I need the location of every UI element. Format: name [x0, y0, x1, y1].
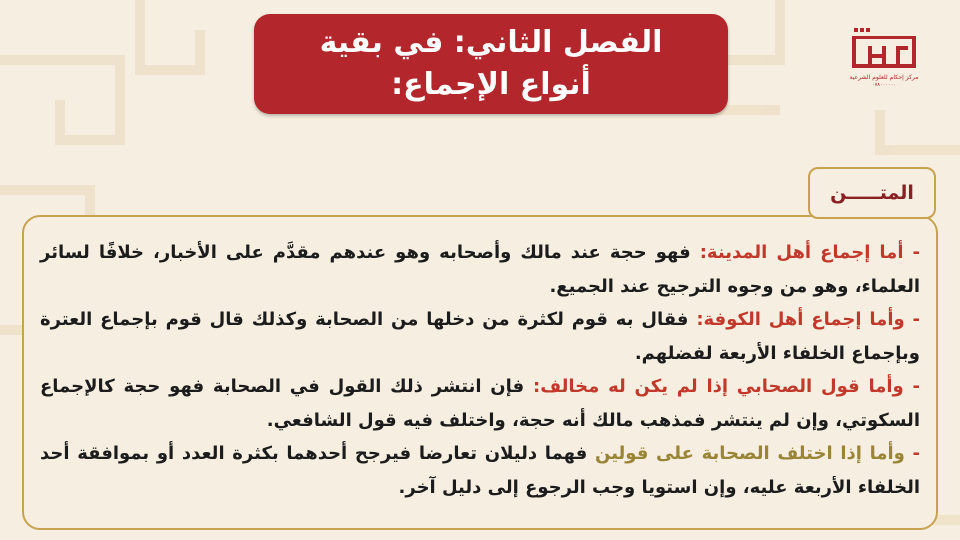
- content-text: [40, 236, 920, 504]
- logo: [846, 24, 922, 96]
- paragraph-heading: أما إجماع أهل المدينة:: [699, 242, 904, 263]
- paragraph-2: [40, 309, 920, 364]
- paragraph-body: فإن انتشر ذلك القول في الصحابة فهو حجة كالإجماع السكوتي، وإن لم ينتشر فمذهب مالك أنه حجة، واختلف فيه قول الشافعي.: [40, 376, 920, 431]
- title-banner: [254, 14, 728, 114]
- logo-phone: ٠٧٨٠٠٠٠٠٠: [871, 82, 897, 88]
- bullet-dash: -: [903, 242, 920, 263]
- title-line-2: أنواع الإجماع:: [391, 67, 591, 102]
- title-line-1: الفصل الثاني: في بقية: [319, 25, 663, 60]
- paragraph-1: [40, 242, 920, 297]
- logo-subtitle: مركز إحكام للعلوم الشرعية: [849, 74, 919, 81]
- paragraph-body: فقال به قوم لكثرة من دخلها من الصحابة وكذلك قال قوم بإجماع العترة وبإجماع الخلفاء الأربعة لفضلهم.: [40, 309, 920, 364]
- paragraph-4: [40, 443, 920, 498]
- logo-emblem: [848, 24, 920, 74]
- paragraph-heading: وأما إذا اختلف الصحابة على قولين: [595, 443, 905, 464]
- bullet-dash: -: [904, 309, 921, 330]
- section-label-matn: المتـــــن: [808, 167, 936, 219]
- bullet-dash: -: [903, 376, 921, 397]
- paragraph-body: فهما دليلان تعارضا فيرجح أحدهما بكثرة العدد أو بموافقة أحد الخلفاء الأربعة عليه، وإن استويا وجب الرجوع إلى دليل آخر.: [40, 443, 920, 498]
- paragraph-heading: وأما إجماع أهل الكوفة:: [696, 309, 905, 330]
- paragraph-body: فهو حجة عند مالك وأصحابه وهو عندهم مقدَّم على الأخبار، خلافًا لسائر العلماء، وهو من وجوه الترجيح عند الجميع.: [40, 242, 920, 297]
- bullet-dash: -: [904, 443, 920, 464]
- paragraph-heading: وأما قول الصحابي إذا لم يكن له مخالف:: [533, 376, 904, 397]
- paragraph-3: [40, 376, 920, 431]
